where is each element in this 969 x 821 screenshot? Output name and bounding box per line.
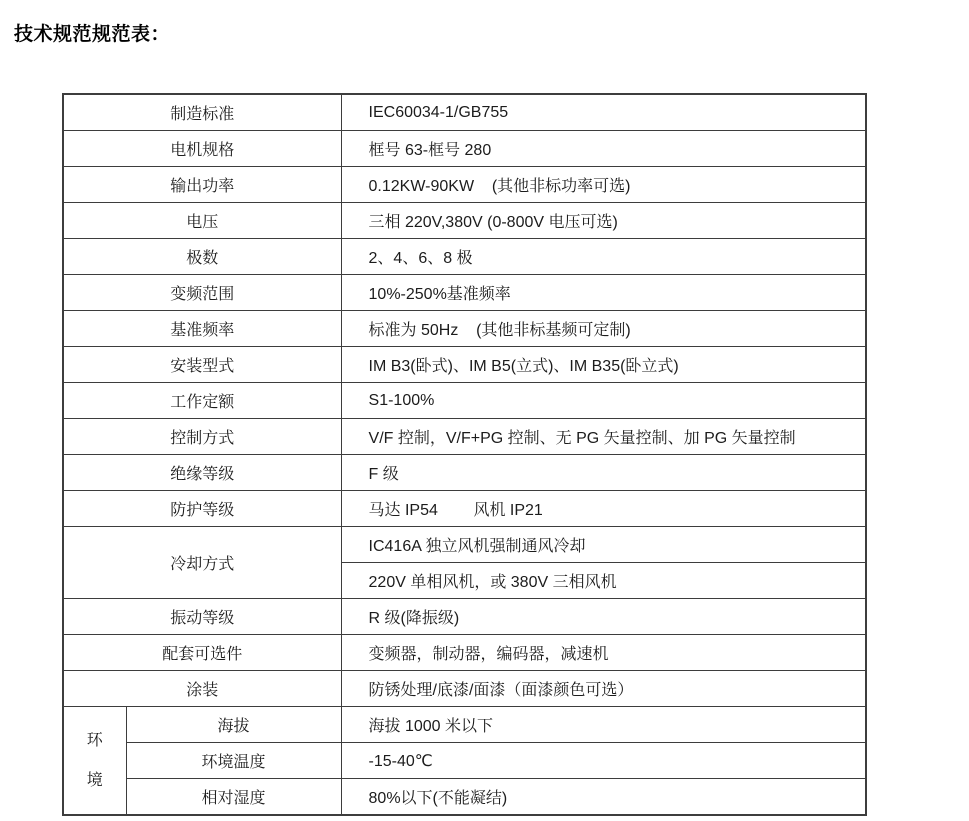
table-row — [63, 239, 866, 275]
table-row — [63, 167, 866, 203]
table-row — [63, 635, 866, 671]
spec-table — [62, 93, 867, 816]
spec-value: 80%以下(不能凝结) — [341, 779, 866, 816]
spec-value: F 级 — [341, 455, 866, 491]
table-row — [63, 491, 866, 527]
table-row — [63, 275, 866, 311]
spec-label: 振动等级 — [63, 599, 341, 635]
spec-value: S1-100% — [341, 383, 866, 419]
spec-label: 海拔 — [126, 707, 341, 743]
spec-value: IEC60034-1/GB755 — [341, 94, 866, 131]
spec-value: 海拔 1000 米以下 — [341, 707, 866, 743]
spec-value: 三相 220V,380V (0-800V 电压可选) — [341, 203, 866, 239]
spec-label: 冷却方式 — [63, 527, 341, 599]
table-row — [63, 94, 866, 131]
spec-label: 防护等级 — [63, 491, 341, 527]
spec-label: 安装型式 — [63, 347, 341, 383]
spec-label: 基准频率 — [63, 311, 341, 347]
spec-value: 220V 单相风机，或 380V 三相风机 — [341, 563, 866, 599]
spec-value: IM B3(卧式)、IM B5(立式)、IM B35(卧立式) — [341, 347, 866, 383]
spec-label: 极数 — [63, 239, 341, 275]
spec-value: -15-40℃ — [341, 743, 866, 779]
spec-value: 变频器，制动器，编码器，减速机 — [341, 635, 866, 671]
table-row — [63, 599, 866, 635]
table-row — [63, 455, 866, 491]
spec-value: 10%-250%基准频率 — [341, 275, 866, 311]
spec-label: 变频范围 — [63, 275, 341, 311]
spec-label: 环境温度 — [126, 743, 341, 779]
spec-value: 0.12KW-90KW (其他非标功率可选) — [341, 167, 866, 203]
spec-label: 电机规格 — [63, 131, 341, 167]
spec-label: 控制方式 — [63, 419, 341, 455]
table-row — [63, 671, 866, 707]
table-row-environment — [63, 779, 866, 816]
spec-label: 配套可选件 — [63, 635, 341, 671]
spec-value: 防锈处理/底漆/面漆（面漆颜色可选） — [341, 671, 866, 707]
page-title: 技术规范规范表： — [14, 24, 171, 45]
environment-group-label-text: 环境 — [86, 732, 103, 789]
table-row — [63, 203, 866, 239]
table-row — [63, 311, 866, 347]
table-row — [63, 419, 866, 455]
spec-value: 框号 63-框号 280 — [341, 131, 866, 167]
spec-label: 相对湿度 — [126, 779, 341, 816]
table-row-cooling — [63, 527, 866, 563]
spec-value: 标准为 50Hz (其他非标基频可定制) — [341, 311, 866, 347]
spec-label: 制造标准 — [63, 94, 341, 131]
spec-value: IC416A 独立风机强制通风冷却 — [341, 527, 866, 563]
spec-label: 工作定额 — [63, 383, 341, 419]
spec-label: 输出功率 — [63, 167, 341, 203]
spec-value: 2、4、6、8 极 — [341, 239, 866, 275]
table-row — [63, 383, 866, 419]
spec-label: 电压 — [63, 203, 341, 239]
table-row-environment — [63, 743, 866, 779]
table-row — [63, 347, 866, 383]
environment-group-label — [63, 707, 126, 816]
spec-value: V/F 控制，V/F+PG 控制、无 PG 矢量控制、加 PG 矢量控制 — [341, 419, 866, 455]
spec-label: 涂装 — [63, 671, 341, 707]
table-row — [63, 131, 866, 167]
table-row-environment — [63, 707, 866, 743]
spec-value: 马达 IP54 风机 IP21 — [341, 491, 866, 527]
spec-label: 绝缘等级 — [63, 455, 341, 491]
spec-value: R 级(降振级) — [341, 599, 866, 635]
